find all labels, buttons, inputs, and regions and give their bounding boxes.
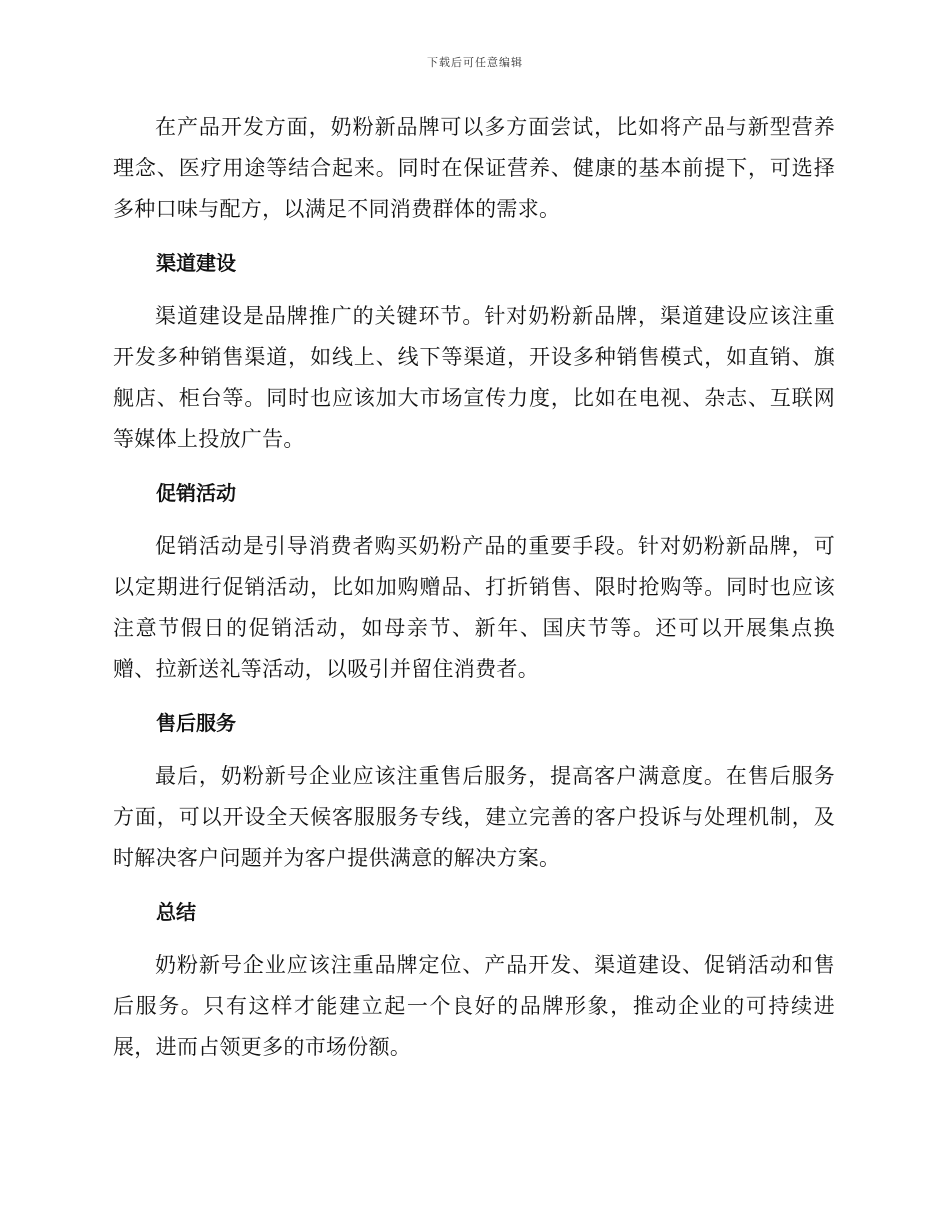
summary-paragraph: 奶粉新号企业应该注重品牌定位、产品开发、渠道建设、促销活动和售后服务。只有这样才能建立起一个良好的品牌形象，推动企业的可持续进展，进而占领更多的市场份额。: [113, 953, 835, 1059]
service-heading: 售后服务: [156, 711, 236, 735]
product-paragraph: 在产品开发方面，奶粉新品牌可以多方面尝试，比如将产品与新型营养理念、医疗用途等结合起来。同时在保证营养、健康的基本前提下，可选择多种口味与配方，以满足不同消费群体的需求。: [113, 115, 835, 221]
promotion-heading: 促销活动: [156, 481, 236, 505]
document-body: [113, 107, 835, 1081]
header-note: 下载后可任意编辑: [427, 56, 523, 69]
promotion-paragraph: 促销活动是引导消费者购买奶粉产品的重要手段。针对奶粉新品牌，可以定期进行促销活动，比如加购赠品、打折销售、限时抢购等。同时也应该注意节假日的促销活动，如母亲节、新年、国庆节等。还可以开展集点换赠、拉新送礼等活动，以吸引并留住消费者。: [113, 534, 835, 681]
summary-heading: 总结: [156, 900, 196, 924]
channel-paragraph: 渠道建设是品牌推广的关键环节。针对奶粉新品牌，渠道建设应该注重开发多种销售渠道，如线上、线下等渠道，开设多种销售模式，如直销、旗舰店、柜台等。同时也应该加大市场宣传力度，比如在电视、杂志、互联网等媒体上投放广告。: [113, 304, 835, 451]
channel-heading: 渠道建设: [156, 251, 236, 275]
service-paragraph: 最后，奶粉新号企业应该注重售后服务，提高客户满意度。在售后服务方面，可以开设全天候客服服务专线，建立完善的客户投诉与处理机制，及时解决客户问题并为客户提供满意的解决方案。: [113, 764, 835, 870]
